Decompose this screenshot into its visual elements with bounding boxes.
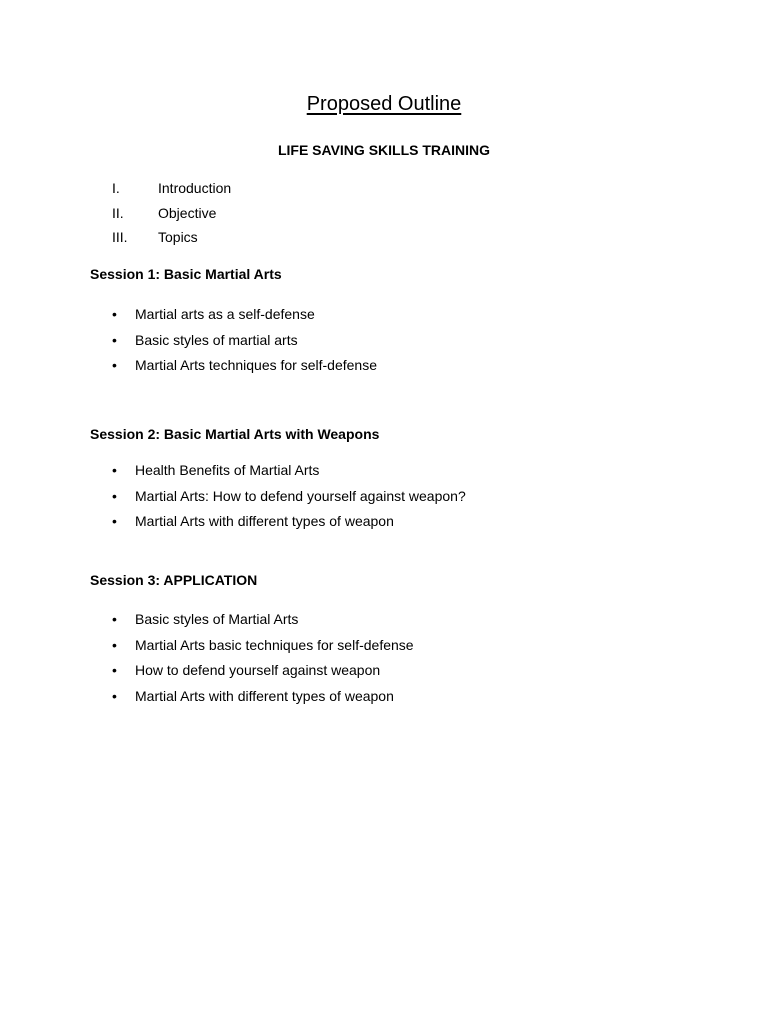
outline-item: [112, 179, 231, 204]
bullet-icon: •: [112, 487, 117, 504]
outline-label: Objective: [158, 204, 217, 221]
bullet-icon: •: [112, 687, 117, 704]
bullet-icon: •: [112, 662, 117, 678]
session-2-list: [112, 461, 466, 538]
list-item-text: Martial Arts techniques for self-defense: [135, 357, 378, 373]
bullet-icon: •: [112, 462, 117, 478]
list-item-text: Health Benefits of Martial Arts: [135, 462, 320, 478]
outline-item: [112, 204, 231, 229]
document-subtitle: LIFE SAVING SKILLS TRAINING: [277, 142, 491, 158]
bullet-icon: •: [112, 357, 117, 373]
list-item: [112, 636, 414, 662]
bullet-icon: •: [112, 611, 117, 627]
list-item: [112, 331, 377, 357]
list-item-text: Martial Arts basic techniques for self-defense: [135, 636, 414, 653]
list-item: [112, 687, 414, 713]
list-item-text: How to defend yourself against weapon: [135, 662, 381, 678]
session-1-list: [112, 305, 377, 382]
list-item: [112, 356, 377, 382]
list-item-text: Basic styles of martial arts: [135, 331, 298, 348]
list-item-text: Martial arts as a self-defense: [135, 306, 315, 322]
session-3-heading: Session 3: APPLICATION: [90, 572, 258, 588]
list-item-text: Martial Arts with different types of weapon: [135, 687, 394, 704]
list-item: [112, 461, 466, 487]
list-item-text: Martial Arts: How to defend yourself against weapon?: [135, 487, 466, 504]
list-item: [112, 487, 466, 513]
list-item: [112, 512, 466, 538]
session-2-heading: Session 2: Basic Martial Arts with Weapons: [90, 426, 380, 442]
list-item-text: Martial Arts with different types of weapon: [135, 513, 394, 529]
outline-numeral: III.: [112, 229, 128, 245]
bullet-icon: •: [112, 306, 117, 322]
list-item-text: Basic styles of Martial Arts: [135, 611, 299, 627]
outline-list: [112, 179, 231, 253]
outline-label: Topics: [158, 229, 198, 245]
list-item: [112, 305, 377, 331]
outline-item: [112, 228, 231, 253]
outline-numeral: I.: [112, 180, 120, 196]
bullet-icon: •: [112, 513, 117, 529]
bullet-icon: •: [112, 331, 117, 348]
bullet-icon: •: [112, 636, 117, 653]
list-item: [112, 661, 414, 687]
list-item: [112, 610, 414, 636]
session-1-heading: Session 1: Basic Martial Arts: [90, 266, 282, 282]
outline-label: Introduction: [158, 180, 232, 196]
session-3-list: [112, 610, 414, 712]
outline-numeral: II.: [112, 204, 124, 221]
page-title: Proposed Outline: [306, 93, 462, 115]
